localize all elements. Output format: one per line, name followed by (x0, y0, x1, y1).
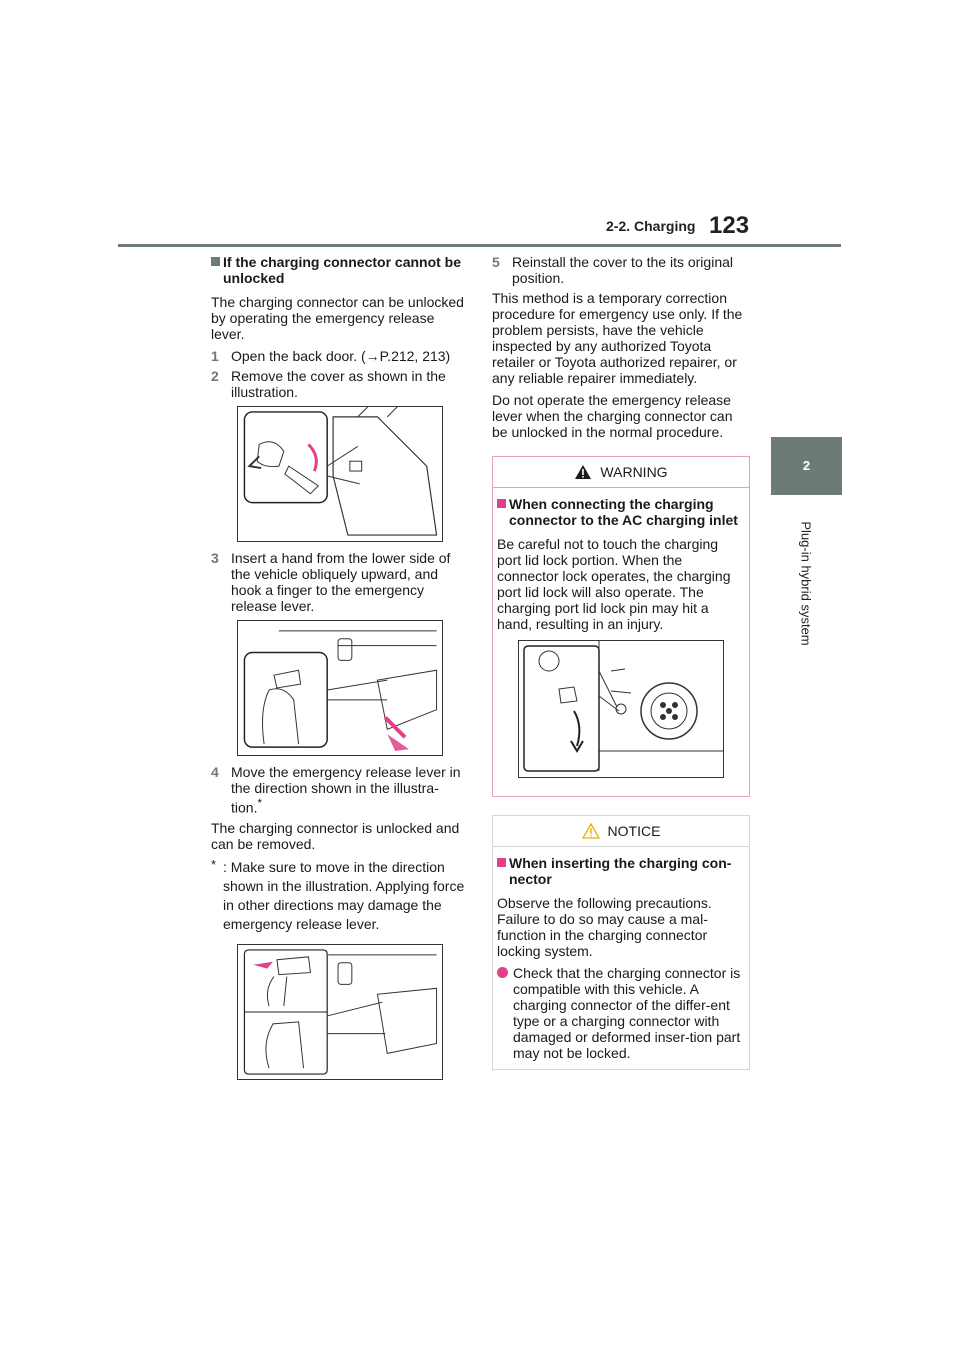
left-intro: The charging connector can be unlocked by operating the emergency release lever. (211, 294, 464, 342)
warning-box (492, 456, 750, 797)
unlock-result: The charging connector is unlocked and can be removed. (211, 819, 460, 852)
notice-bullet (497, 965, 745, 1061)
chapter-tab: 2 (771, 437, 842, 495)
step-4-asterisk: * (257, 797, 263, 810)
step-4-text: Move the emergency release lever in the direction shown in the illustra-tion. (231, 764, 461, 816)
chapter-caption-text: Plug-in hybrid system (798, 521, 814, 646)
step-3-number: 3 (211, 550, 219, 566)
notice-header (493, 816, 749, 847)
left-heading-text: If the charging connector cannot be unlocked (223, 254, 462, 286)
warning-heading (497, 496, 745, 528)
warning-title: WARNING (600, 464, 668, 480)
warning-header (493, 457, 749, 488)
header-rule (118, 244, 841, 247)
step-1-number: 1 (211, 348, 219, 364)
chapter-caption (796, 508, 816, 658)
notice-heading-text: When inserting the charging con-nector (509, 855, 732, 887)
section-title: 2-2. Charging (606, 218, 696, 234)
step-2 (211, 368, 469, 400)
step-1-text: Open the back door. (→P.212, 213) (231, 348, 451, 364)
notice-bullet-text: Check that the charging connector is compatible with this vehicle. A charging connector of the differ-ent type or a charging connector with damaged or deformed inser-tion part may not be locked. (513, 965, 741, 1061)
heading-square-icon (211, 257, 220, 266)
warning-text: Be careful not to touch the charging port lid lock portion. When the connector lock operates, the charging port lid lock will also operate. The charging port lid lock pin may hit a hand, resulting in an injury. (497, 536, 731, 632)
caution-triangle-icon (582, 823, 600, 839)
footnote-asterisk: * (211, 856, 217, 872)
temporary-correction-paragraph: This method is a temporary correction procedure for emergency use only. If the problem persists, have the vehicle inspected by any authorized Toyota retailer or Toyota authorized repairer, or any reliable repairer immediately. (492, 290, 743, 386)
footnote (211, 858, 469, 934)
warning-body (493, 488, 749, 796)
page-number: 123 (709, 212, 750, 239)
warning-heading-text: When connecting the charging connector to the AC charging inlet (509, 496, 738, 528)
notice-heading (497, 855, 745, 887)
step-2-number: 2 (211, 368, 219, 384)
warning-triangle-icon (574, 464, 592, 480)
cover-removal-illustration (237, 406, 443, 542)
step-2-text: Remove the cover as shown in the illustration. (231, 368, 446, 400)
step-5 (492, 254, 750, 286)
step-3 (211, 550, 469, 614)
lever-direction-illustration (237, 944, 443, 1080)
step-5-text: Reinstall the cover to the its original position. (512, 254, 733, 286)
right-column (492, 254, 750, 1070)
step-4-number: 4 (211, 764, 219, 780)
left-column (211, 254, 469, 1088)
left-heading (211, 254, 469, 286)
notice-box (492, 815, 750, 1070)
hand-insertion-illustration (237, 620, 443, 756)
notice-text: Observe the following precautions. Failure to do so may cause a mal-function in the charging connector locking system. (497, 895, 712, 959)
do-not-operate-paragraph: Do not operate the emergency release lever when the charging connector can be unlocked in the normal procedure. (492, 392, 733, 440)
bullet-dot-icon (497, 967, 508, 978)
notice-body (493, 847, 749, 1069)
warning-square-icon (497, 499, 506, 508)
step-4 (211, 764, 469, 816)
notice-square-icon (497, 858, 506, 867)
notice-title: NOTICE (607, 823, 661, 839)
step-3-text: Insert a hand from the lower side of the vehicle obliquely upward, and hook a finger to the emergency release lever. (231, 550, 451, 614)
charging-inlet-illustration (518, 640, 724, 778)
step-5-number: 5 (492, 254, 500, 270)
step-1 (211, 348, 469, 364)
footnote-text: : Make sure to move in the direction shown in the illustration. Applying force in other directions may damage the emergency release lever. (223, 858, 465, 932)
